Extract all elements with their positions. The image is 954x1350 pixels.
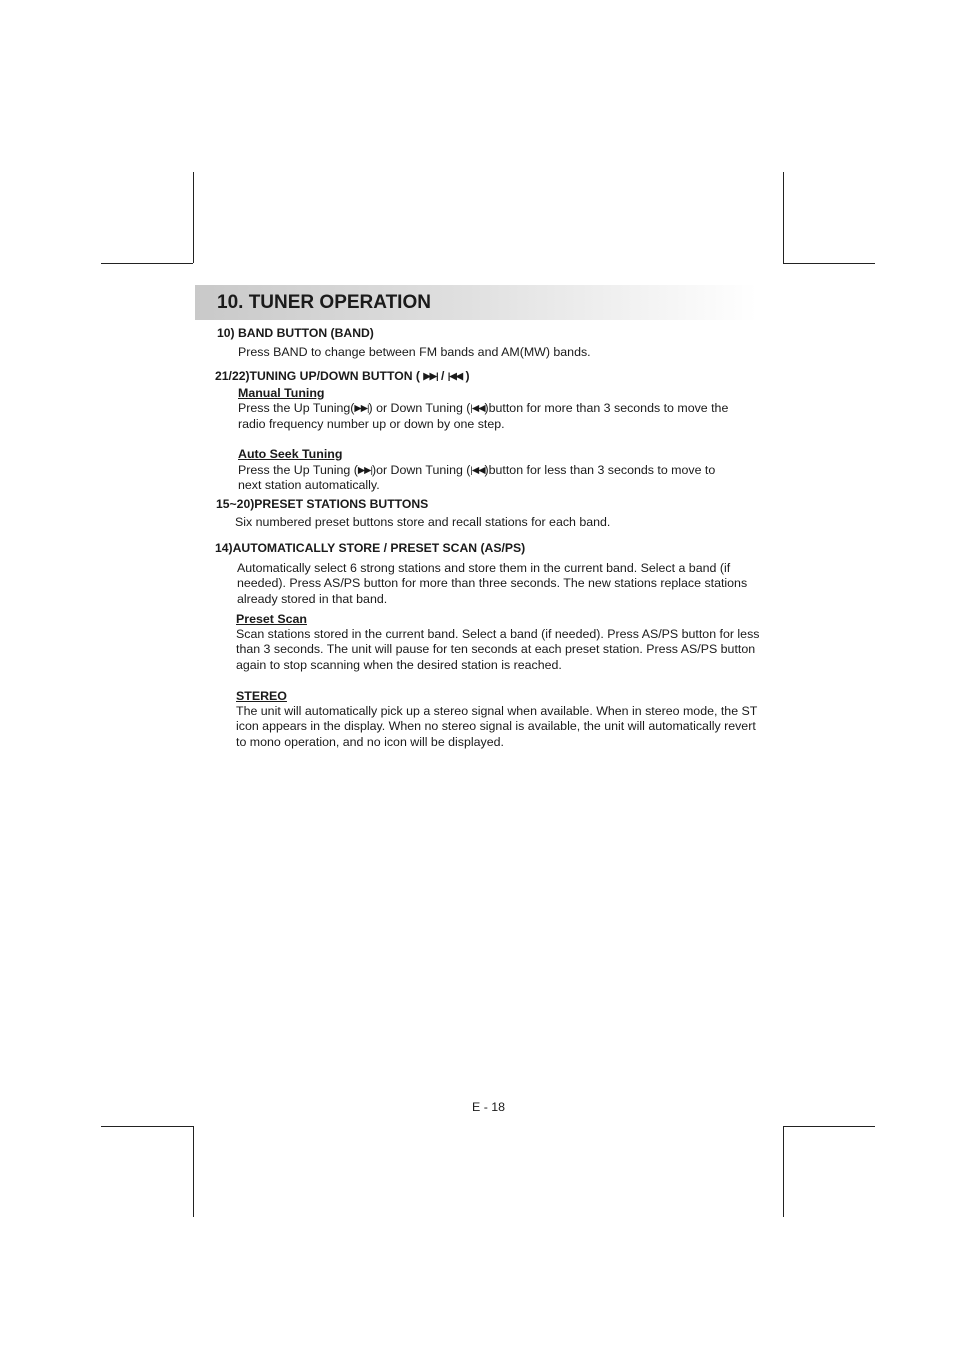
stereo-line-3: to mono operation, and no icon will be displayed. [236, 735, 504, 749]
next-track-icon: ▶▶| [357, 465, 372, 476]
as-ps-paragraph-line-2: needed). Press AS/PS button for more than three seconds. The new stations replace stations [237, 576, 748, 590]
preset-stations-description: Six numbered preset buttons store and recall stations for each band. [235, 515, 611, 529]
previous-track-icon: |◀◀ [447, 371, 463, 382]
preset-stations-heading: 15~20)PRESET STATIONS BUTTONS [216, 497, 429, 511]
stereo-line-2: icon appears in the display. When no stereo signal is available, the unit will automatically revert [236, 719, 756, 733]
manual-tuning-text-c: )button for more than 3 seconds to move the [484, 401, 729, 415]
manual-tuning-title: Manual Tuning [238, 386, 325, 400]
preset-scan-title: Preset Scan [236, 612, 307, 626]
crop-mark-bottom-left-horizontal [101, 1126, 193, 1127]
auto-seek-text-a: Press the Up Tuning ( [238, 463, 358, 477]
tuning-heading-close: ) [465, 369, 470, 383]
preset-scan-line-2: than 3 seconds. The unit will pause for ten seconds at each preset station. Press AS/PS button [236, 642, 756, 656]
crop-mark-bottom-right-horizontal [783, 1126, 875, 1127]
crop-mark-bottom-right-vertical [783, 1126, 784, 1217]
as-ps-paragraph-line-1: Automatically select 6 strong stations and store them in the current band. Select a band (if [237, 561, 731, 575]
crop-mark-top-right-vertical [783, 172, 784, 263]
as-ps-paragraph-line-3: already stored in that band. [237, 592, 388, 606]
manual-tuning-text-a: Press the Up Tuning( [238, 401, 355, 415]
preset-scan-line-3: again to stop scanning when the desired station is reached. [236, 658, 562, 672]
auto-seek-tuning-title: Auto Seek Tuning [238, 447, 343, 461]
page-number: E - 18 [472, 1100, 506, 1114]
auto-seek-line-1 [238, 463, 715, 479]
auto-seek-line-2: next station automatically. [238, 478, 380, 492]
previous-track-icon: |◀◀ [470, 403, 485, 414]
crop-mark-bottom-left-vertical [193, 1126, 194, 1217]
band-button-heading: 10) BAND BUTTON (BAND) [217, 326, 374, 340]
manual-tuning-line-1 [238, 401, 728, 417]
tuning-heading-separator: / [441, 369, 445, 383]
crop-mark-top-left-horizontal [101, 263, 193, 264]
next-track-icon: ▶▶| [423, 371, 438, 382]
manual-tuning-line-2: radio frequency number up or down by one step. [238, 417, 505, 431]
tuning-heading-text: 21/22)TUNING UP/DOWN BUTTON ( [215, 369, 420, 383]
auto-seek-text-b: )or Down Tuning ( [371, 463, 471, 477]
section-title-bar [195, 285, 757, 320]
section-title: 10. TUNER OPERATION [217, 292, 431, 313]
preset-scan-line-1: Scan stations stored in the current band. Select a band (if needed). Press AS/PS button for less [236, 627, 760, 641]
auto-seek-text-c: )button for less than 3 seconds to move to [484, 463, 716, 477]
crop-mark-top-right-horizontal [783, 263, 875, 264]
stereo-line-1: The unit will automatically pick up a stereo signal when available. When in stereo mode, the ST [236, 704, 758, 718]
band-button-description: Press BAND to change between FM bands and AM(MW) bands. [238, 345, 591, 359]
as-ps-heading: 14)AUTOMATICALLY STORE / PRESET SCAN (AS/PS) [215, 541, 526, 555]
next-track-icon: ▶▶| [354, 403, 369, 414]
stereo-title: STEREO [236, 689, 287, 703]
manual-tuning-text-b: ) or Down Tuning ( [368, 401, 471, 415]
crop-mark-top-left-vertical [193, 172, 194, 263]
tuning-heading [215, 369, 470, 385]
previous-track-icon: |◀◀ [470, 465, 485, 476]
